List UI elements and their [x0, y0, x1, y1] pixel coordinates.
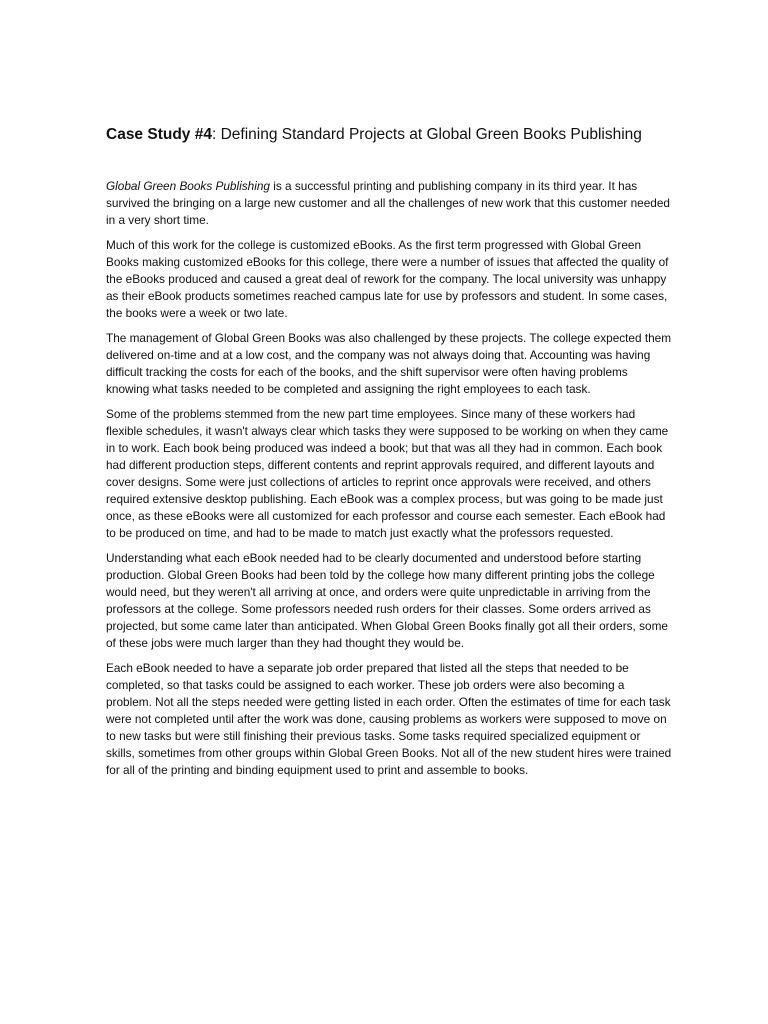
paragraph-3: Some of the problems stemmed from the new part time employees. Since many of these workers had flexible schedules, it wasn't always clear which tasks they were supposed to be working on when they came in to work. Each book being produced was indeed a book; but that was all they had in common. Each book had different production steps, different contents and reprint approvals required, and different layouts and cover designs. Some were just collections of articles to reprint once approvals were received, and others required extensive desktop publishing. Each eBook was a complex process, but was going to be made just once, as these eBooks were all customized for each professor and course each semester. Each eBook had to be produced on time, and had to be made to match just exactly what the professors requested.: [106, 407, 669, 540]
intro-text: is a successful printing and publishing company in its third year. It has survived the bringing on a large new customer and all the challenges of new work that this customer needed in a very short time.: [106, 179, 670, 227]
document-page: [106, 124, 672, 787]
case-study-title: [106, 124, 672, 146]
company-name-italic: Global Green Books Publishing: [106, 179, 270, 193]
intro-paragraph: [106, 178, 672, 229]
paragraph-1: Much of this work for the college is customized eBooks. As the first term progressed with Global Green Books making customized eBooks for this college, there were a number of issues that affected the quality of the eBooks produced and caused a great deal of rework for the company. The local university was unhappy as their eBook products sometimes reached campus late for use by professors and student. In some cases, the books were a week or two late.: [106, 238, 669, 320]
title-bold-label: Case Study #4: [106, 126, 212, 143]
paragraph-5: Each eBook needed to have a separate job order prepared that listed all the steps that needed to be completed, so that tasks could be assigned to each worker. These job orders were also becoming a problem. Not all the steps needed were getting listed in each order. Often the estimates of time for each task were not completed until after the work was done, causing problems as workers were supposed to move on to new tasks but were still finishing their previous tasks. Some tasks required specialized equipment or skills, sometimes from other groups within Global Green Books. Not all of the new student hires were trained for all of the printing and binding equipment used to print and assemble to books.: [106, 661, 672, 777]
paragraph-2: The management of Global Green Books was also challenged by these projects. The college expected them delivered on-time and at a low cost, and the company was not always doing that. Accounting was having difficult tracking the costs for each of the books, and the shift supervisor were often having problems knowing what tasks needed to be completed and assigning the right employees to each task.: [106, 331, 672, 396]
paragraph-4: Understanding what each eBook needed had to be clearly documented and understood before starting production. Global Green Books had been told by the college how many different printing jobs the college would need, but they weren't all arriving at once, and orders were quite unpredictable in arriving from the professors at the college. Some professors needed rush orders for their classes. Some orders arrived as projected, but some came later than anticipated. When Global Green Books finally got all their orders, some of these jobs were much larger than they had thought they would be.: [106, 551, 668, 650]
title-rest-label: : Defining Standard Projects at Global Green Books Publishing: [211, 126, 642, 143]
